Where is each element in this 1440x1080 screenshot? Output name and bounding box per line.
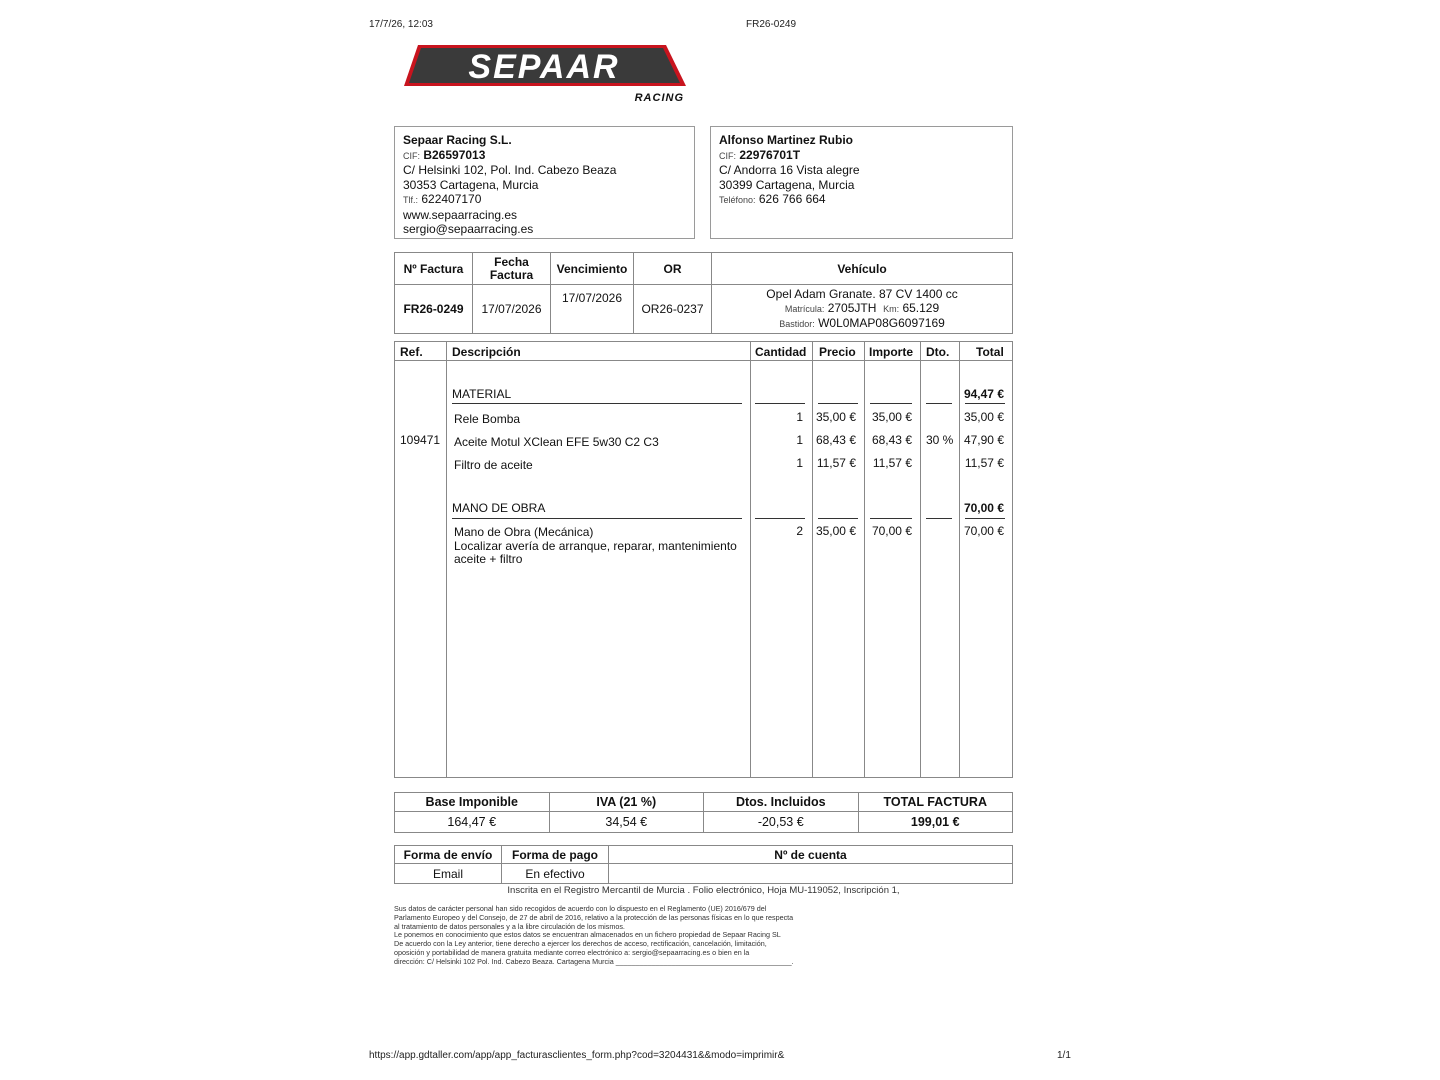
invoice-number: FR26-0249: [395, 285, 473, 334]
vehicle-plate: 2705JTH: [827, 301, 877, 315]
item-total: 47,90 €: [963, 433, 1004, 447]
client-cif-label: CIF:: [719, 150, 736, 161]
col-quantity: Cantidad: [755, 345, 807, 359]
issuer-box: [394, 126, 695, 239]
head-or: OR: [634, 253, 712, 285]
label-payment: Forma de pago: [502, 846, 609, 864]
labor-desc: Mano de Obra (Mecánica) Localizar avería de arranque, reparar, mantenimiento aceite + filtro: [454, 525, 737, 566]
labor-qty: 2: [796, 524, 803, 538]
labor-amount: 70,00 €: [871, 524, 912, 538]
payment-table: [394, 845, 1013, 884]
value-base: 164,47 €: [395, 812, 550, 833]
head-invoice-date: Fecha Factura: [473, 253, 551, 285]
vehicle-chassis: W0L0MAP08G6097169: [818, 316, 945, 330]
item-price: 11,57 €: [816, 456, 856, 470]
labor-total: 70,00 €: [963, 524, 1004, 538]
col-price: Precio: [819, 345, 856, 359]
registry-note: Inscrita en el Registro Mercantil de Murcia . Folio electrónico, Hoja MU-119052, Inscripción 1,: [507, 885, 900, 896]
invoice-head-table: [394, 252, 1013, 334]
print-page-number: 1/1: [1057, 1050, 1071, 1061]
client-phone: 626 766 664: [758, 192, 826, 206]
label-shipping: Forma de envío: [395, 846, 502, 864]
item-desc: Rele Bomba: [454, 412, 521, 426]
client-cif: 22976701T: [739, 147, 801, 162]
print-doc-id: FR26-0249: [746, 19, 797, 30]
client-phone-label: Teléfono:: [719, 195, 756, 205]
privacy-notice: Sus datos de carácter personal han sido recogidos de acuerdo con lo dispuesto en el Reglamento (UE) 2016/679 del Parlamento Europeo y del Consejo, de 27 de abril de 2016, relativo a la protección de las personas físicas en lo que respecta al tratamiento de datos personales y a la libre circulación de los mismos. Le ponemos en conocimiento que estos datos se encuentran almacenados en un fichero propiedad de Sepaar Racing SL De acuerdo con la Ley anterior, tiene derecho a ejercer los derechos de acceso, rectificación, cancelación, limitación, oposición y portabilidad de manera gratuita mediante correo electrónico a: sergio@sepaarracing.es o bien en la dirección: C/ Helsinki 102 Pol. Ind. Cabezo Beaza. Cartagena Murcia ____________________________________________.: [394, 904, 794, 966]
svg-text:RACING: RACING: [634, 92, 684, 104]
label-account: Nº de cuenta: [609, 846, 1013, 864]
item-qty: 1: [796, 410, 803, 424]
col-discount: Dto.: [926, 345, 950, 359]
issuer-cif-label: CIF:: [403, 150, 420, 161]
item-amount: 68,43 €: [871, 433, 912, 447]
client-box: [710, 126, 1013, 239]
item-qty: 1: [796, 456, 803, 470]
label-discounts: Dtos. Incluidos: [704, 793, 859, 812]
item-price: 35,00 €: [815, 410, 856, 424]
item-desc: Filtro de aceite: [454, 458, 533, 472]
value-shipping: Email: [395, 864, 502, 884]
print-url: https://app.gdtaller.com/app/app_facturasclientes_form.php?cod=3204431&&modo=imprimir&: [369, 1050, 785, 1061]
vehicle-details: Opel Adam Granate. 87 CV 1400 cc Matrícula: 2705JTH Km: 65.129 Bastidor: W0L0MAP08G6097169: [712, 285, 1013, 334]
issuer-address2: 30353 Cartagena, Murcia: [403, 177, 539, 192]
issuer-address1: C/ Helsinki 102, Pol. Ind. Cabezo Beaza: [403, 163, 617, 177]
line-ref: 109471: [400, 433, 441, 447]
value-account: [609, 864, 1013, 884]
issuer-email: sergio@sepaarracing.es: [403, 222, 534, 236]
head-due-date: Vencimiento: [551, 253, 634, 285]
invoice-or: OR26-0237: [634, 285, 712, 334]
value-iva: 34,54 €: [549, 812, 704, 833]
label-base: Base Imponible: [395, 793, 550, 812]
item-amount: 11,57 €: [872, 456, 912, 470]
item-discount: 30 %: [926, 433, 954, 447]
value-discounts: -20,53 €: [704, 812, 859, 833]
totals-table: [394, 792, 1013, 833]
section-labor-title: MANO DE OBRA: [452, 501, 546, 515]
col-ref: Ref.: [400, 345, 423, 359]
item-desc: Aceite Motul XClean EFE 5w30 C2 C3: [454, 435, 659, 449]
item-price: 68,43 €: [815, 433, 856, 447]
head-invoice-number: Nº Factura: [395, 253, 473, 285]
vehicle-model: Opel Adam Granate. 87 CV 1400 cc: [766, 287, 958, 301]
item-total: 35,00 €: [963, 410, 1004, 424]
vehicle-km: 65.129: [902, 301, 940, 315]
client-address1: C/ Andorra 16 Vista alegre: [719, 163, 860, 177]
print-datetime: 17/7/26, 12:03: [369, 19, 433, 30]
client-address2: 30399 Cartagena, Murcia: [719, 177, 855, 192]
section-material-title: MATERIAL: [452, 387, 512, 401]
section-material-total: 94,47 €: [963, 387, 1004, 401]
label-total: TOTAL FACTURA: [858, 793, 1013, 812]
client-name: Alfonso Martinez Rubio: [719, 133, 853, 147]
item-qty: 1: [796, 433, 803, 447]
issuer-web: www.sepaarracing.es: [403, 207, 518, 222]
invoice-date: 17/07/2026: [473, 285, 551, 334]
issuer-cif: B26597013: [423, 147, 486, 162]
invoice-lines-table: [394, 341, 1013, 778]
labor-price: 35,00 €: [815, 524, 856, 538]
head-vehicle: Vehículo: [712, 253, 1013, 285]
col-total: Total: [976, 345, 1004, 359]
item-total: 11,57 €: [964, 456, 1004, 470]
value-total: 199,01 €: [858, 812, 1013, 833]
svg-text:SEPAAR: SEPAAR: [468, 48, 620, 86]
col-description: Descripción: [452, 345, 521, 359]
item-amount: 35,00 €: [871, 410, 912, 424]
invoice-due-date: 17/07/2026: [551, 285, 634, 334]
issuer-phone: 622407170: [421, 192, 482, 206]
value-payment: En efectivo: [502, 864, 609, 884]
col-amount: Importe: [869, 345, 914, 359]
issuer-phone-label: Tlf.:: [403, 195, 418, 205]
issuer-name: Sepaar Racing S.L.: [403, 133, 512, 147]
label-iva: IVA (21 %): [549, 793, 704, 812]
section-labor-total: 70,00 €: [963, 501, 1004, 515]
logo-graphic: [404, 42, 688, 104]
company-logo: [404, 42, 688, 104]
